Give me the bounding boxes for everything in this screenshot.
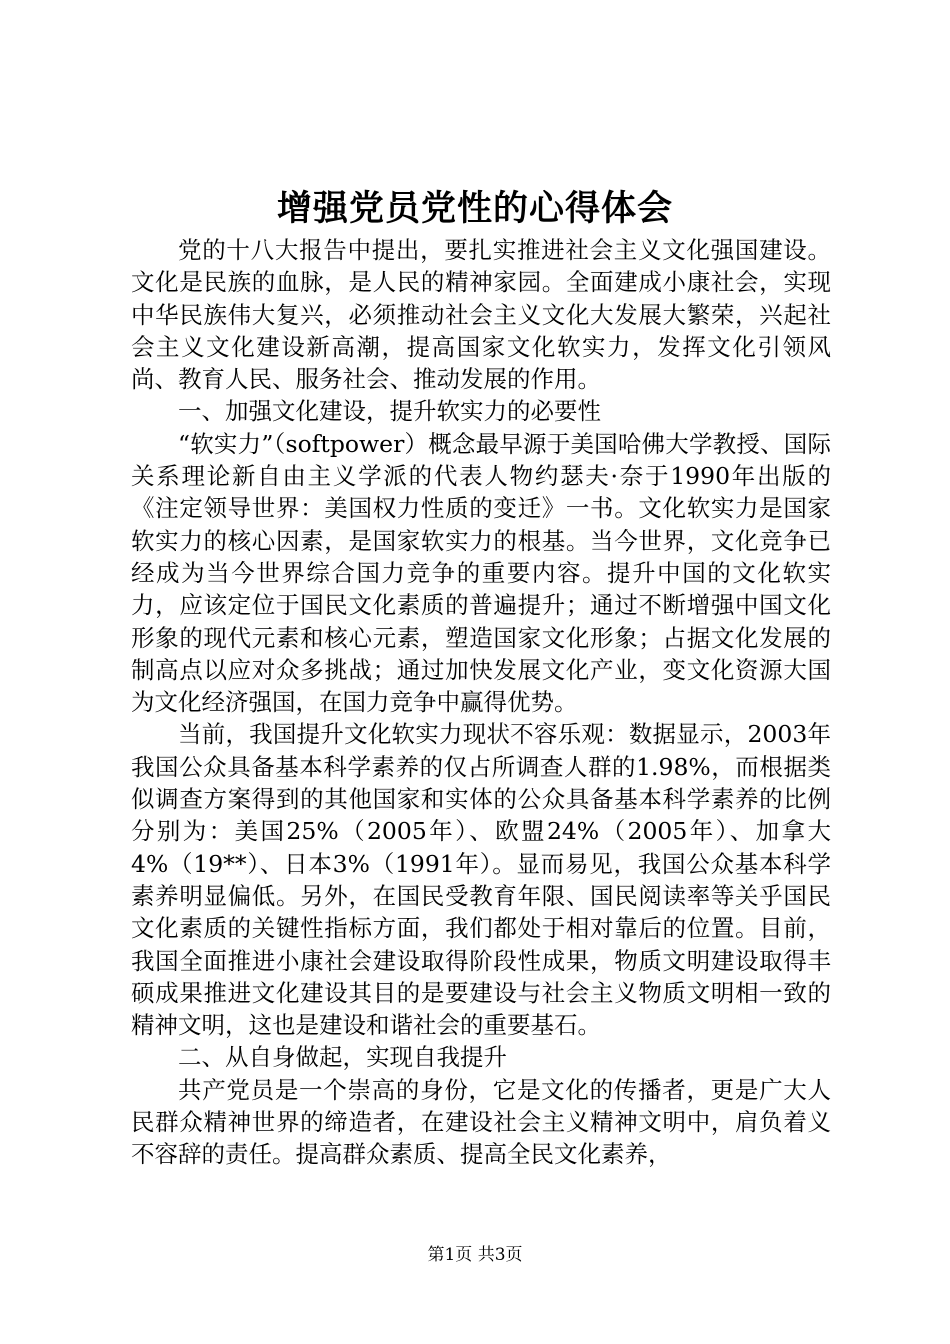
paragraph-soft-power: “软实力”（softpower）概念最早源于美国哈佛大学教授、国际关系理论新自由主义学派的代表人物约瑟夫·奈于1990年出版的《注定领导世界：美国权力性质的变迁》一书。文化软实力是国家软实力的核心因素，是国家软实力的根基。当今世界，文化竞争已经成为当今世界综合国力竞争的重要内容。提升中国的文化软实力，应该定位于国民文化素质的普遍提升；通过不断增强中国文化形象的现代元素和核心元素，塑造国家文化形象；占据文化发展的制高点以应对众多挑战；通过加快发展文化产业，变文化资源大国为文化经济强国，在国力竞争中赢得优势。 [131, 429, 831, 717]
document-body [131, 234, 831, 1171]
page-number-footer: 第1页 共3页 [427, 1245, 523, 1265]
document-title: 增强党员党性的心得体会 [276, 188, 673, 229]
paragraph-party-member: 共产党员是一个崇高的身份，它是文化的传播者，更是广大人民群众精神世界的缔造者，在建设社会主义精神文明中，肩负着义不容辞的责任。提高群众素质、提高全民文化素养， [131, 1075, 831, 1169]
paragraph-intro: 党的十八大报告中提出，要扎实推进社会主义文化强国建设。文化是民族的血脉，是人民的精神家园。全面建成小康社会，实现中华民族伟大复兴，必须推动社会主义文化大发展大繁荣，兴起社会主义文化建设新高潮，提高国家文化软实力，发挥文化引领风尚、教育人民、服务社会、推动发展的作用。 [131, 236, 831, 394]
paragraph-current-status: 当前，我国提升文化软实力现状不容乐观：数据显示，2003年我国公众具备基本科学素养的仅占所调查人群的1.98%，而根据类似调查方案得到的其他国家和实体的公众具备基本科学素养的比例分别为：美国25%（2005年）、欧盟24%（2005年）、加拿大4%（19**）、日本3%（1991年）。显而易见，我国公众基本科学素养明显偏低。另外，在国民受教育年限、国民阅读率等关乎国民文化素质的关键性指标方面，我们都处于相对靠后的位置。目前，我国全面推进小康社会建设取得阶段性成果，物质文明建设取得丰硕成果推进文化建设其目的是要建设与社会主义物质文明相一致的精神文明，这也是建设和谐社会的重要基石。 [131, 720, 831, 1040]
section-heading-2: 二、从自身做起，实现自我提升 [178, 1043, 507, 1072]
section-heading-1: 一、加强文化建设，提升软实力的必要性 [178, 397, 601, 426]
